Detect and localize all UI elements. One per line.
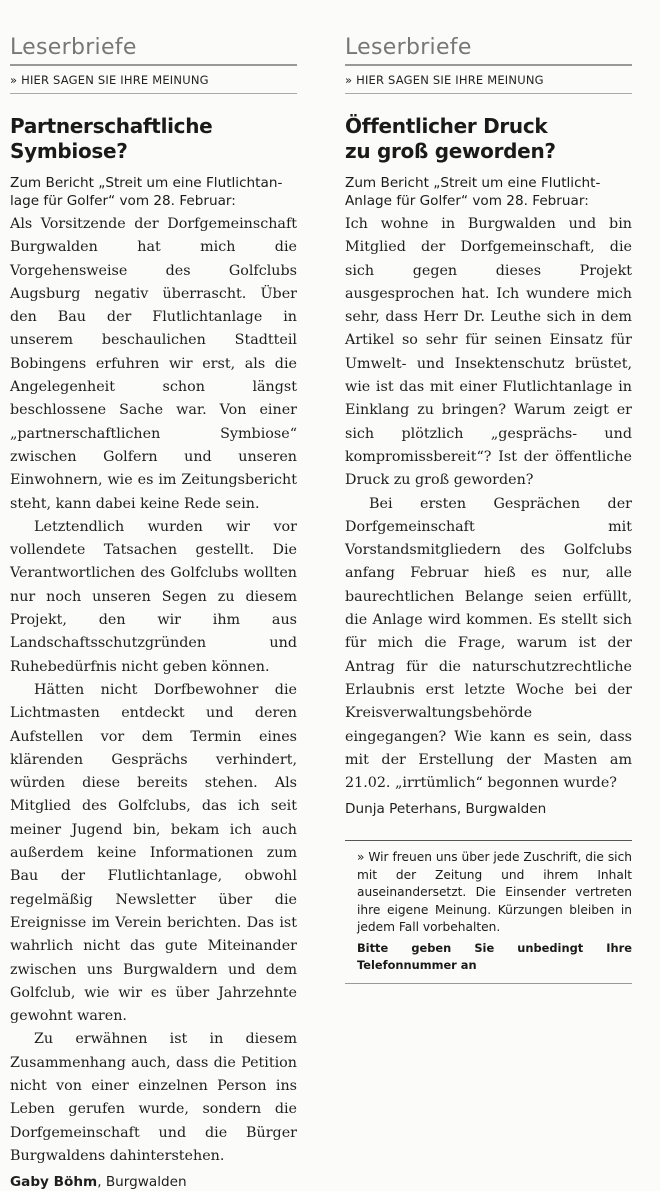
author-name: Dunja Peterhans, Burgwalden	[345, 801, 547, 818]
article-reference: Zum Bericht „Streit um eine Flutlichtan-lage für Golfer“ vom 28. Februar:	[10, 175, 283, 209]
author-location: , Burgwalden	[97, 1174, 187, 1191]
kicker-divider	[10, 93, 297, 94]
letter-column-right	[345, 0, 632, 984]
letter-signature	[10, 1173, 297, 1191]
letter-headline	[10, 114, 297, 164]
rubric-divider	[10, 64, 297, 66]
rubric-divider	[345, 64, 632, 66]
letter-paragraph: Bei ersten Gesprächen der Dorfgemeinschaft mit Vorstandsmitgliedern des Golfclubs anfang Februar hieß es nur, alle baurechtlichen Belange seien erfüllt, die Anlage wird kommen. Es stellt sich für mich die Frage, warum ist der Antrag für die naturschutzrechtliche Erlaubnis erst letzte Woche bei der Kreisverwaltungsbehörde eingegangen? Wie kann es sein, dass mit der Erstellung der Masten am 21.02. „irrtümlich“ begonnen wurde?	[345, 495, 632, 792]
author-name: Gaby Böhm	[10, 1174, 98, 1191]
letter-signature	[345, 800, 632, 818]
headline-line: Partnerschaftliche	[10, 114, 213, 138]
headline-line: zu groß geworden?	[345, 139, 556, 163]
letter-paragraph: Zu erwähnen ist in diesem Zusammenhang auch, dass die Petition nicht von einer einzelnen Person ins Leben gerufen wurde, sondern die Dorfgemeinschaft und die Bürger Burgwaldens dahinterstehen.	[10, 1031, 297, 1164]
letter-paragraph: Ich wohne in Burgwalden und bin Mitglied der Dorfgemeinschaft, die sich gegen dieses Projekt ausgesprochen hat. Ich wundere mich sehr, dass Herr Dr. Leuthe sich in dem Artikel so sehr für seinen Einsatz für Umwelt- und Insektenschutz brüstet, wie ist das mit einer Flutlichtanlage in Einklang zu bringen? Warum zeigt er sich plötzlich „gesprächs- und kompromissbereit“? Ist der öffentliche Druck zu groß geworden?	[345, 216, 632, 489]
letter-headline	[345, 114, 632, 164]
letter-column-left	[10, 0, 297, 1191]
letter-paragraph: Letztendlich wurden wir vor vollendete Tatsachen gestellt. Die Verantwortlichen des Golfclubs wollten nur noch unseren Segen zu diesem Projekt, den wir ihm aus Landschaftsschutzgründen und Ruhebedürfnis nicht geben können.	[10, 518, 297, 675]
letter-paragraph: Hätten nicht Dorfbewohner die Lichtmasten entdeckt und deren Aufstellen vor dem Termin eines klärenden Gesprächs verhindert, würden diese bereits stehen. Als Mitglied des Golfclubs, das ich seit meiner Jugend bin, bekam ich auch außerdem keine Informationen zum Bau der Flutlichtanlage, obwohl regelmäßig Newsletter über die Ereignisse im Verein berichten. Das ist wahrlich nicht das gute Miteinander zwischen uns Burgwaldern und dem Golfclub, wie wir es über Jahrzehnte gewohnt waren.	[10, 681, 297, 1025]
headline-line: Öffentlicher Druck	[345, 114, 548, 138]
phone-note: Bitte geben Sie unbedingt Ihre Telefonnummer an	[357, 940, 632, 973]
letter-paragraph: Als Vorsitzende der Dorfgemeinschaft Burgwalden hat mich die Vorgehensweise des Golfclubs Augsburg negativ überrascht. Über den Bau der Flutlichtanlage in unserem beschaulichen Stadtteil Bobingens erfuhren wir erst, als die Angelegenheit schon längst beschlossene Sache war. Von einer „partnerschaftlichen Symbiose“ zwischen Golfern und unseren Einwohnern, wie es im Zeitungsbericht steht, kann dabei keine Rede sein.	[10, 216, 297, 512]
article-reference: Zum Bericht „Streit um eine Flutlicht-Anlage für Golfer“ vom 28. Februar:	[345, 175, 601, 209]
letter-body	[345, 213, 632, 795]
kicker-divider	[345, 93, 632, 94]
notice-text: » Wir freuen uns über jede Zuschrift, die sich mit der Zeitung und ihrem Inhalt auseinandersetzt. Die Einsender vertreten ihre eigene Meinung. Kürzungen bleiben in jedem Fall vorbehalten.	[357, 850, 632, 935]
section-rubric: Leserbriefe	[10, 35, 137, 60]
section-rubric: Leserbriefe	[345, 35, 472, 60]
section-kicker: » HIER SAGEN SIE IHRE MEINUNG	[10, 73, 209, 87]
headline-line: Symbiose?	[10, 139, 128, 163]
letter-body	[10, 213, 297, 1168]
section-kicker: » HIER SAGEN SIE IHRE MEINUNG	[345, 73, 544, 87]
editorial-notice	[345, 840, 632, 984]
